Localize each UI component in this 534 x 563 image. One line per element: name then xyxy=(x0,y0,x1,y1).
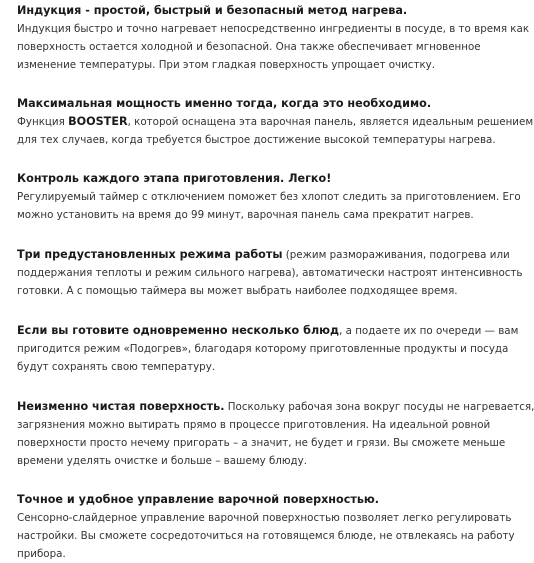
body-line xyxy=(17,322,481,340)
body-text: , которой оснащена эта варочная панель, является идеальным решением xyxy=(128,116,534,128)
section-heading: Индукция - простой, быстрый и безопасный метод нагрева. xyxy=(17,3,481,19)
section-body xyxy=(17,509,481,563)
body-line: пригодится режим «Подогрев», благодаря которому приготовленные продукты и посуда xyxy=(17,340,481,358)
body-line: загрязнения можно вытирать прямо в процессе приготовления. На идеальной ровной xyxy=(17,416,481,434)
section-booster xyxy=(17,96,481,149)
body-line: Сенсорно-слайдерное управление варочной поверхностью позволяет легко регулировать xyxy=(17,509,481,527)
section-modes xyxy=(17,246,481,300)
section-timer xyxy=(17,171,481,224)
body-line xyxy=(17,246,481,264)
body-line: поверхность остается холодной и безопасной. Она также обеспечивает мгновенное xyxy=(17,38,481,56)
booster-term: BOOSTER xyxy=(68,115,128,128)
section-heading: Максимальная мощность именно тогда, когда это необходимо. xyxy=(17,96,481,112)
body-line xyxy=(17,113,481,131)
section-control xyxy=(17,492,481,563)
section-body xyxy=(17,113,481,149)
section-clean-surface xyxy=(17,398,481,470)
section-lead: Если вы готовите одновременно несколько блюд xyxy=(17,324,339,337)
body-text: , а подаете их по очереди — вам xyxy=(339,325,518,337)
section-body xyxy=(17,20,481,74)
section-induction xyxy=(17,3,481,74)
section-body xyxy=(17,322,481,376)
section-body xyxy=(17,188,481,224)
section-heading: Контроль каждого этапа приготовления. Легко! xyxy=(17,171,481,187)
body-text: Поскольку рабочая зона вокруг посуды не нагревается, xyxy=(225,401,534,413)
body-text: (режим размораживания, подогрева или xyxy=(282,249,509,261)
body-line: для тех случаев, когда требуется быстрое достижение высокой температуры нагрева. xyxy=(17,131,481,149)
body-line: прибора. xyxy=(17,545,481,563)
body-line: времени уделять очистке и больше – вашему блюду. xyxy=(17,452,481,470)
body-line: будут сохранять свою температуру. xyxy=(17,358,481,376)
body-text: Функция xyxy=(17,116,68,128)
body-line: поддержания теплоты и режим сильного нагрева), автоматически настроят интенсивность xyxy=(17,264,481,282)
body-line: настройки. Вы сможете сосредоточиться на готовящемся блюде, не отвлекаясь на работу xyxy=(17,527,481,545)
section-warming xyxy=(17,322,481,376)
section-lead: Три предустановленных режима работы xyxy=(17,248,282,261)
body-line: изменение температуры. При этом гладкая поверхность упрощает очистку. xyxy=(17,56,481,74)
body-line: Регулируемый таймер с отключением поможет без хлопот следить за приготовлением. Его xyxy=(17,188,481,206)
body-line xyxy=(17,398,481,416)
section-lead: Неизменно чистая поверхность. xyxy=(17,400,225,413)
section-body xyxy=(17,246,481,300)
body-line: Индукция быстро и точно нагревает непосредственно ингредиенты в посуде, в то время как xyxy=(17,20,481,38)
body-line: можно установить на время до 99 минут, варочная панель сама прекратит нагрев. xyxy=(17,206,481,224)
section-heading: Точное и удобное управление варочной поверхностью. xyxy=(17,492,481,508)
body-line: готовки. А с помощью таймера вы может выбрать наиболее подходящее время. xyxy=(17,282,481,300)
body-line: поверхности просто нечему пригорать – а значит, не будет и грязи. Вы сможете меньше xyxy=(17,434,481,452)
section-body xyxy=(17,398,481,470)
